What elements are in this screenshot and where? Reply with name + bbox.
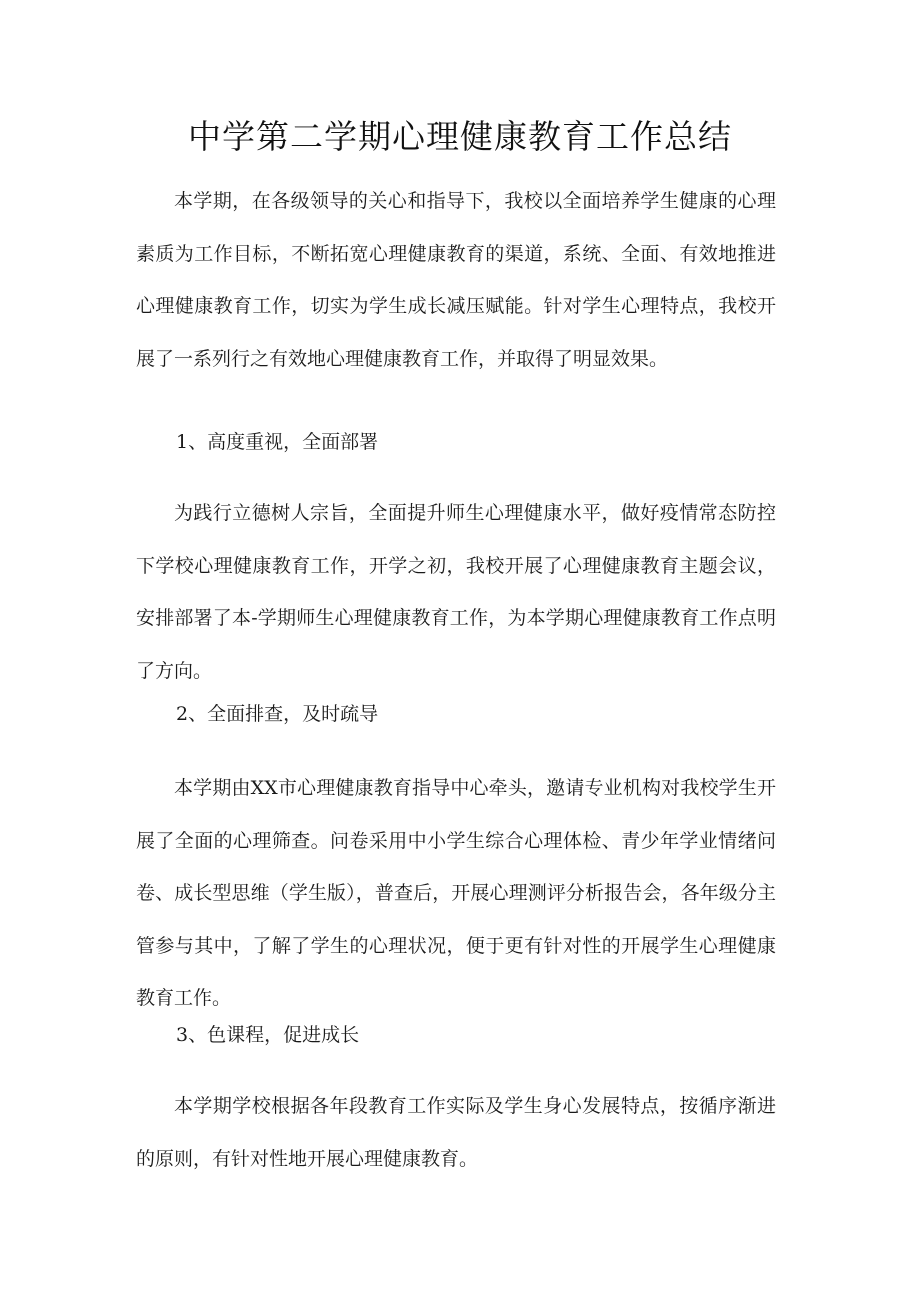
section-body-2: 本学期由XX市心理健康教育指导中心牵头，邀请专业机构对我校学生开展了全面的心理筛查。问卷采用中小学生综合心理体检、青少年学业情绪问卷、成长型思维（学生版），普查后，开展心理测评分析报告会，各年级分主管参与其中，了解了学生的心理状况，便于更有针对性的开展学生心理健康教育工作。: [136, 777, 776, 1009]
intro-paragraph: 本学期，在各级领导的关心和指导下，我校以全面培养学生健康的心理素质为工作目标，不断拓宽心理健康教育的渠道，系统、全面、有效地推进心理健康教育工作，切实为学生成长减压赋能。针对学生心理特点，我校开展了一系列行之有效地心理健康教育工作，并取得了明显效果。: [136, 190, 776, 370]
section-body-3: 本学期学校根据各年段教育工作实际及学生身心发展特点，按循序渐进的原则，有针对性地开展心理健康教育。: [136, 1095, 776, 1170]
document-title: 中学第二学期心理健康教育工作总结: [188, 117, 732, 156]
section-heading-2: 2、全面排查，及时疏导: [176, 703, 379, 725]
section-heading-3: 3、色课程，促进成长: [176, 1024, 360, 1046]
section-body-1: 为践行立德树人宗旨，全面提升师生心理健康水平，做好疫情常态防控下学校心理健康教育工作，开学之初，我校开展了心理健康教育主题会议，安排部署了本-学期师生心理健康教育工作，为本学期心理健康教育工作点明了方向。: [136, 502, 776, 682]
section-heading-1: 1、高度重视，全面部署: [176, 431, 379, 453]
